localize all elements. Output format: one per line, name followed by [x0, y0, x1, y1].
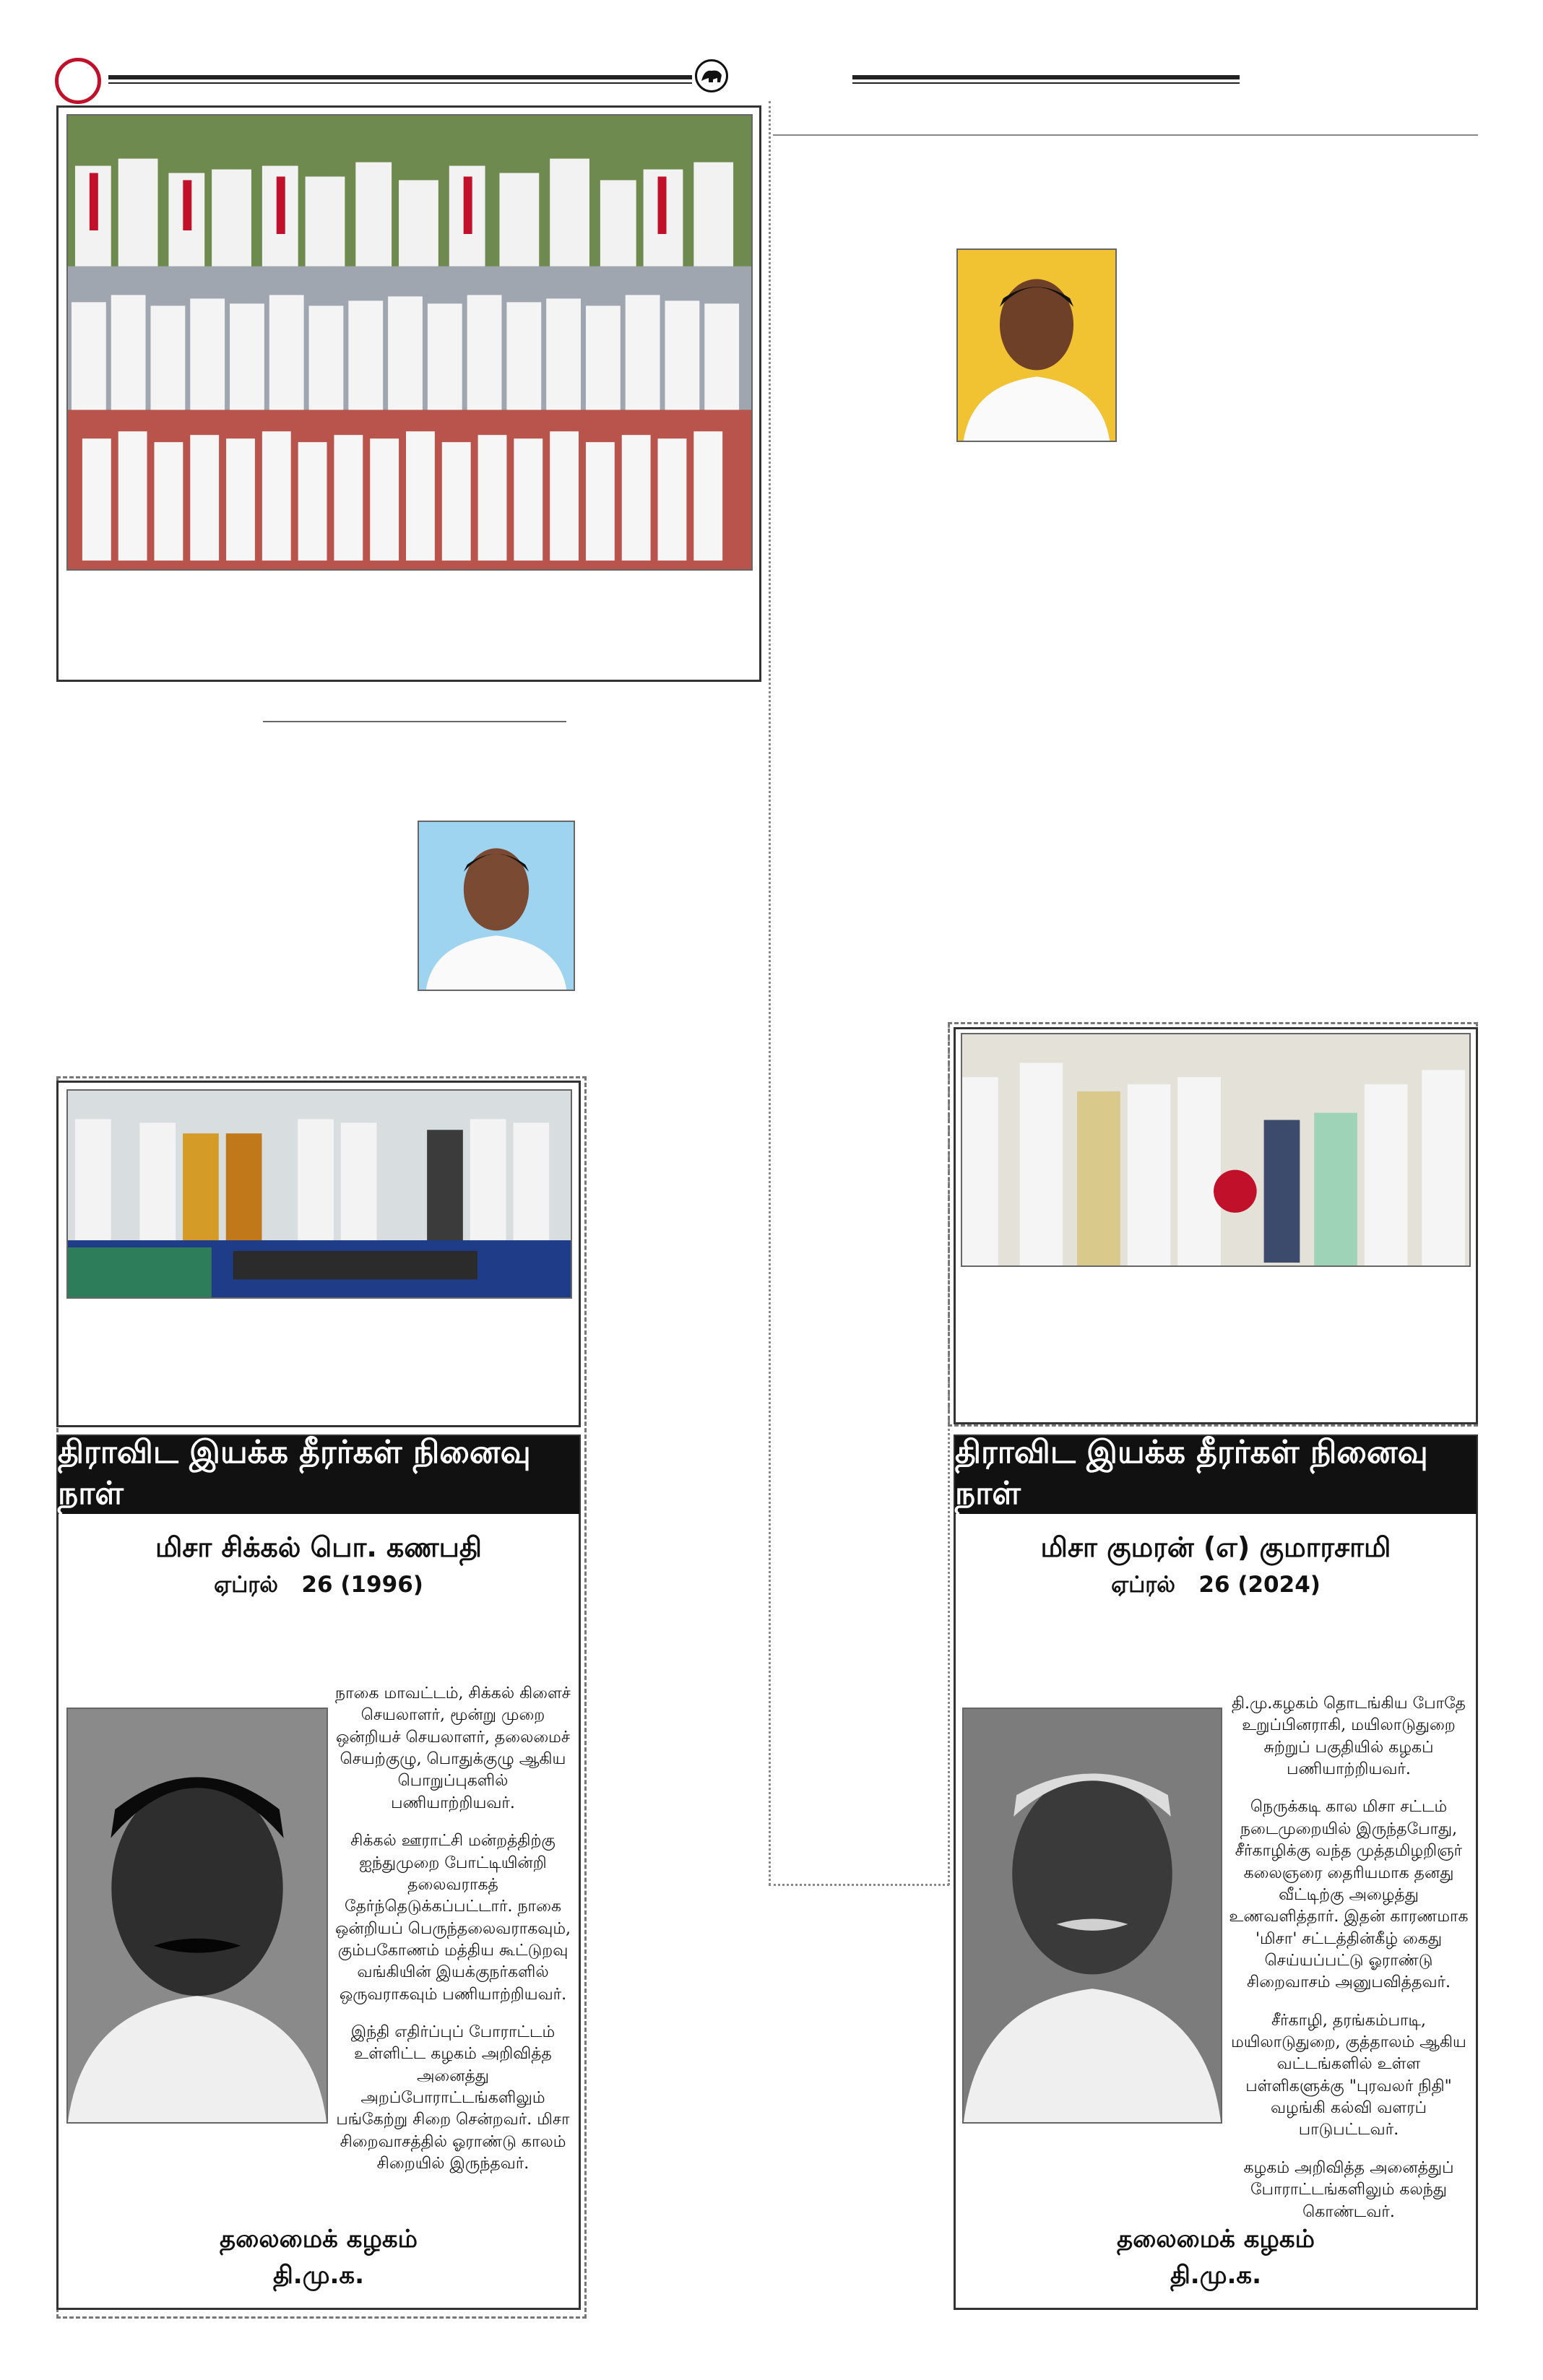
memorial-right-banner: திராவிட இயக்க தீரர்கள் நினைவு நாள் [955, 1436, 1477, 1514]
memorial-right-bio-4: கழகம் அறிவித்த அனைத்துப் போராட்டங்களிலும் கலந்து கொண்டவர். [1243, 2158, 1454, 2221]
memorial-right-bio [1227, 1693, 1471, 2239]
memorial-left-bio-1: நாகை மாவட்டம், சிக்கல் கிளைச் செயலாளர், மூன்று முறை ஒன்றியச் செயலாளர், தலைமைச் செயற்குழு, பொதுக்குழு ஆகிய பொறுப்புகளில் பணியாற்றியவர். [335, 1684, 571, 1812]
memorial-left-date: ஏப்ரல் 26 (1996) [214, 1572, 423, 1598]
header-rule-right-thin [852, 82, 1240, 84]
memorial-left-name: மிசா சிக்கல் பொ. கணபதி [155, 1531, 483, 1563]
memorial-left-portrait [66, 1708, 328, 2124]
memorial-left-footer-2: தி.மு.க. [272, 2261, 365, 2290]
red-circle-icon [55, 58, 101, 104]
column-divider [769, 101, 771, 1885]
header-rule-right [852, 75, 1240, 79]
memorial-right-date: ஏப்ரல் 26 (2024) [1111, 1572, 1321, 1598]
portrait-photo-right [956, 248, 1117, 442]
memorial-right-footer-1: தலைமைக் கழகம் [1117, 2225, 1315, 2254]
memorial-left-footer-1: தலைமைக் கழகம் [220, 2225, 418, 2254]
right-column-top-rule [773, 134, 1478, 136]
memorial-right-name: மிசா குமரன் (எ) குமாரசாமி [1040, 1531, 1391, 1563]
gift-presentation-photo [961, 1033, 1471, 1267]
memorial-right-portrait [962, 1708, 1222, 2124]
portrait-photo-left [418, 821, 575, 991]
blood-donation-photo [66, 1089, 572, 1299]
memorial-right-bio-3: சீர்காழி, தரங்கம்பாடி, மயிலாடுதுறை, குத்தாலம் ஆகிய வட்டங்களில் உள்ள பள்ளிகளுக்கு "புரவலர் நிதி" வழங்கி கல்வி வளரப் பாடுபட்டவர். [1231, 2011, 1466, 2139]
memorial-left-bio-2: சிக்கல் ஊராட்சி மன்றத்திற்கு ஐந்துமுறை போட்டியின்றி தலைவராகத் தேர்ந்தெடுக்கப்பட்டார். நாகை ஒன்றியப் பெருந்தலைவராகவும், கும்பகோணம் மத்திய கூட்டுறவு வங்கியின் இயக்குநர்களில் ஒருவராகவும் பணியாற்றியவர். [334, 1832, 571, 2004]
header-rule-left [108, 75, 692, 79]
column-divider-bottom [769, 1884, 949, 1886]
header-rule-left-thin [108, 82, 692, 84]
memorial-right-bio-1: தி.மு.கழகம் தொடங்கிய போதே உறுப்பினராகி, மயிலாடுதுறை சுற்றுப் பகுதியில் கழகப் பணியாற்றியவர். [1231, 1695, 1466, 1779]
party-emblem-icon [695, 59, 728, 92]
memorial-left-banner: திராவிட இயக்க தீரர்கள் நினைவு நாள் [58, 1436, 579, 1514]
memorial-right-bio-2: நெருக்கடி கால மிசா சட்டம் நடைமுறையில் இருந்தபோது, சீர்காழிக்கு வந்த முத்தமிழறிஞர் கலைஞரை தைரியமாக தனது வீட்டிற்கு அழைத்து உணவளித்தார். இதன் காரணமாக 'மிசா' சட்டத்தின்கீழ் கைது செய்யப்பட்டு ஓராண்டு சிறைவாசம் அனுபவித்தவர். [1229, 1798, 1469, 1992]
group-photo-collage [66, 114, 753, 571]
section-rule [263, 721, 566, 722]
memorial-right-footer-2: தி.மு.க. [1170, 2261, 1262, 2290]
memorial-left-bio [334, 1683, 572, 2191]
memorial-left-bio-3: இந்தி எதிர்ப்புப் போராட்டம் உள்ளிட்ட கழகம் அறிவித்த அனைத்து அறப்போராட்டங்களிலும் பங்கேற்று சிறை சென்றவர். மிசா சிறைவாசத்தில் ஓராண்டு காலம் சிறையில் இருந்தவர். [336, 2023, 570, 2173]
